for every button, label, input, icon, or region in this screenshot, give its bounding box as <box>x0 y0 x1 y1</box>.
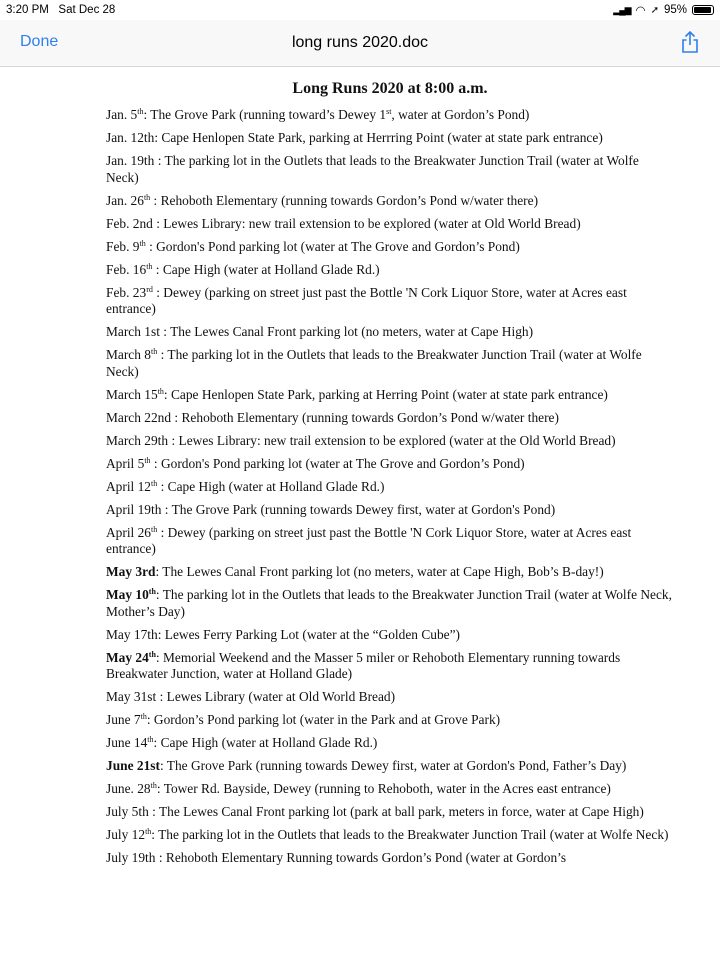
entry-date-suffix: th <box>144 455 151 465</box>
entry-date-text: Jan. 26 <box>106 192 144 208</box>
entry-date-suffix: th <box>139 238 146 248</box>
entry-date <box>106 804 149 819</box>
entry-date-text: June. 28 <box>106 781 151 796</box>
entry-description: : Dewey (parking on street just past the Bottle 'N Cork Liquor Store, water at Acres east entrance) <box>106 524 632 556</box>
entry-date-text: May 24 <box>106 649 149 665</box>
entry-date-text: Feb. 23 <box>106 284 147 300</box>
entry-description: : The parking lot in the Outlets that leads to the Breakwater Junction Trail (water at Wolfe Neck) <box>106 347 642 379</box>
entry-date <box>106 827 151 842</box>
status-bar <box>0 0 720 20</box>
entry-date <box>106 239 146 254</box>
document-body <box>106 78 674 873</box>
entry-description: : The parking lot in the Outlets that leads to the Breakwater Junction Trail (water at Wolfe Neck, Mother’s Day) <box>106 587 672 619</box>
entry-date-suffix: th <box>157 386 164 396</box>
entry-description: : The Lewes Canal Front parking lot (no meters, water at Cape High) <box>159 324 534 339</box>
entry-description: : Dewey (parking on street just past the Bottle 'N Cork Liquor Store, water at Acres east entrance) <box>106 284 627 316</box>
entry-description: : Gordon's Pond parking lot (water at The Grove and Gordon’s Pond) <box>150 455 525 471</box>
entry-description: : Rehoboth Elementary Running towards Gordon’s Pond (water at Gordon’s <box>155 850 567 865</box>
entry-date-text: July 5th <box>106 804 149 819</box>
entry-date <box>106 479 157 494</box>
schedule-entry <box>106 850 674 867</box>
schedule-entry <box>106 216 674 233</box>
entry-date <box>106 153 154 168</box>
entry-date <box>106 193 150 208</box>
entry-date-text: Jan. 19th <box>106 153 155 168</box>
done-button[interactable]: Done <box>20 33 59 50</box>
entry-date <box>106 564 155 579</box>
schedule-entry <box>106 781 674 798</box>
entry-date <box>106 689 156 704</box>
entry-date <box>106 130 154 145</box>
schedule-entry <box>106 758 674 775</box>
entry-description: : Lewes Library: new trail extension to be explored (water at the Old World Bread) <box>168 432 616 448</box>
entry-date-suffix: th <box>137 107 144 116</box>
entry-date-text: Jan. 12th <box>106 130 155 145</box>
schedule-entry <box>106 525 674 558</box>
schedule-entry <box>106 502 674 519</box>
schedule-entry <box>106 153 674 186</box>
schedule-entry <box>106 735 674 752</box>
battery-icon <box>692 5 714 15</box>
entry-date-text: May 31st <box>106 689 157 704</box>
schedule-entry <box>106 262 674 279</box>
entry-date-text: June 7 <box>106 712 141 727</box>
schedule-entry <box>106 107 674 124</box>
entry-date <box>106 587 156 602</box>
entry-date <box>106 107 143 122</box>
document-title: long runs 2020.doc <box>291 34 429 51</box>
entry-description: : Cape High (water at Holland Glade Rd.) <box>153 735 378 750</box>
entry-date <box>106 525 157 540</box>
entry-date <box>106 216 153 231</box>
entry-date-text: July 19th <box>106 850 156 865</box>
schedule-entry <box>106 193 674 210</box>
entry-date-text: April 5 <box>106 455 145 471</box>
document-heading: Long Runs 2020 at 8:00 a.m. <box>292 80 488 97</box>
entry-date-text: June 21st <box>106 758 160 773</box>
entry-description: : Rehoboth Elementary (running towards Gordon’s Pond w/water there) <box>171 409 559 425</box>
entry-description: : Lewes Ferry Parking Lot (water at the “Golden Cube”) <box>157 626 461 642</box>
battery-percent: 95% <box>663 4 687 16</box>
entry-date-text: Jan. 5 <box>106 107 138 122</box>
location-icon: ➚ <box>650 4 659 16</box>
schedule-entry <box>106 712 674 729</box>
entry-description: : Rehoboth Elementary (running towards Gordon’s Pond w/water there) <box>150 192 539 208</box>
wifi-icon: ◠ <box>635 5 646 17</box>
entry-date-suffix: th <box>143 192 151 202</box>
entry-date-suffix: rd <box>146 284 153 294</box>
entry-date-text: April 19th <box>106 501 162 517</box>
entry-description: : The Lewes Canal Front parking lot (park at ball park, meters in force, water at Cape High) <box>148 804 644 819</box>
entry-date-suffix: th <box>146 261 153 271</box>
entry-date <box>106 758 160 773</box>
entry-date <box>106 387 164 402</box>
entry-suffix: st <box>386 107 392 116</box>
entry-description: : Cape Henlopen State Park, parking at Herrring Point (water at state park entrance) <box>154 130 603 145</box>
entry-description: : Lewes Library (water at Old World Bread) <box>156 689 396 704</box>
schedule-entry <box>106 130 674 147</box>
entry-date-text: Feb. 2nd <box>106 215 153 231</box>
entry-date-suffix: th <box>151 524 158 534</box>
status-date: Sat Dec 28 <box>58 4 116 16</box>
entry-date <box>106 650 156 665</box>
entry-date-text: Feb. 16 <box>106 261 147 277</box>
entry-description: : The Lewes Canal Front parking lot (no meters, water at Cape High, Bob’s B-day!) <box>155 564 604 579</box>
entry-date-text: May 10 <box>106 587 149 602</box>
entry-date-text: March 29th <box>106 432 169 448</box>
entry-description: : Tower Rd. Bayside, Dewey (running to Rehoboth, water in the Acres east entrance) <box>156 781 611 796</box>
entry-date <box>106 502 161 517</box>
entry-date <box>106 627 158 642</box>
schedule-entry <box>106 347 674 380</box>
entry-date <box>106 456 151 471</box>
entry-date-suffix: th <box>151 347 158 356</box>
entry-date-text: March 22nd <box>106 409 172 425</box>
entry-date-suffix: th <box>148 649 156 659</box>
run-schedule-list <box>106 107 674 867</box>
entry-description: : Memorial Weekend and the Masser 5 miler or Rehoboth Elementary running towards Breakwater Junction, water at Holland Glade) <box>106 649 621 681</box>
signal-icon: ▂▄▆ <box>613 4 631 15</box>
schedule-entry <box>106 456 674 473</box>
schedule-entry <box>106 804 674 821</box>
entry-date-suffix: th <box>148 587 156 596</box>
entry-date-suffix: th <box>151 478 158 488</box>
entry-date-suffix: th <box>145 827 152 836</box>
entry-description: : Cape High (water at Holland Glade Rd.) <box>152 261 380 277</box>
entry-date <box>106 347 157 362</box>
entry-date-text: July 12 <box>106 827 146 842</box>
entry-date-text: April 12 <box>106 478 152 494</box>
entry-date-suffix: th <box>150 781 157 790</box>
entry-description: : Cape Henlopen State Park, parking at Herring Point (water at state park entrance) <box>163 386 608 402</box>
schedule-entry <box>106 479 674 496</box>
entry-date-text: March 8 <box>106 347 151 362</box>
schedule-entry <box>106 324 674 341</box>
entry-date-suffix: th <box>147 735 154 744</box>
entry-date <box>106 285 153 300</box>
entry-date-text: April 26 <box>106 524 152 540</box>
schedule-entry <box>106 689 674 706</box>
schedule-entry <box>106 285 674 318</box>
entry-description: : Gordon's Pond parking lot (water at The Grove and Gordon’s Pond) <box>145 238 520 254</box>
entry-date-text: May 17th <box>106 626 158 642</box>
entry-date <box>106 781 157 796</box>
entry-date <box>106 262 152 277</box>
entry-description: : The Grove Park (running toward’s Dewey 1 <box>143 107 387 122</box>
schedule-entry <box>106 387 674 404</box>
entry-description: : Lewes Library: new trail extension to be explored (water at Old World Bread) <box>152 215 581 231</box>
entry-date-text: Feb. 9 <box>106 238 140 254</box>
schedule-entry <box>106 433 674 450</box>
schedule-entry <box>106 587 674 620</box>
entry-date <box>106 712 147 727</box>
entry-date <box>106 735 154 750</box>
schedule-entry <box>106 564 674 581</box>
entry-description: : The Grove Park (running towards Dewey first, water at Gordon's Pond) <box>161 501 556 517</box>
entry-date-text: June 14 <box>106 735 148 750</box>
entry-date-text: March 15 <box>106 386 158 402</box>
entry-description: : Gordon’s Pond parking lot (water in the Park and at Grove Park) <box>146 712 501 727</box>
entry-date <box>106 850 155 865</box>
entry-description: : The parking lot in the Outlets that leads to the Breakwater Junction Trail (water at Wolfe Neck) <box>106 153 639 185</box>
entry-date-suffix: th <box>140 712 147 721</box>
share-icon[interactable] <box>680 30 700 59</box>
entry-date-text: May 3rd <box>106 564 156 579</box>
entry-date <box>106 410 171 425</box>
entry-date <box>106 324 160 339</box>
schedule-entry <box>106 239 674 256</box>
schedule-entry <box>106 827 674 844</box>
entry-description: : The parking lot in the Outlets that leads to the Breakwater Junction Trail (water at Wolfe Neck) <box>151 827 669 842</box>
entry-description: : Cape High (water at Holland Glade Rd.) <box>157 478 385 494</box>
entry-description: : The Grove Park (running towards Dewey first, water at Gordon's Pond, Father’s Day) <box>159 758 627 773</box>
status-time: 3:20 PM <box>6 4 49 16</box>
schedule-entry <box>106 627 674 644</box>
navigation-bar <box>0 20 720 67</box>
entry-description-cont: , water at Gordon’s Pond) <box>391 107 530 122</box>
entry-date <box>106 433 168 448</box>
schedule-entry <box>106 650 674 683</box>
schedule-entry <box>106 410 674 427</box>
entry-date-text: March 1st <box>106 324 160 339</box>
